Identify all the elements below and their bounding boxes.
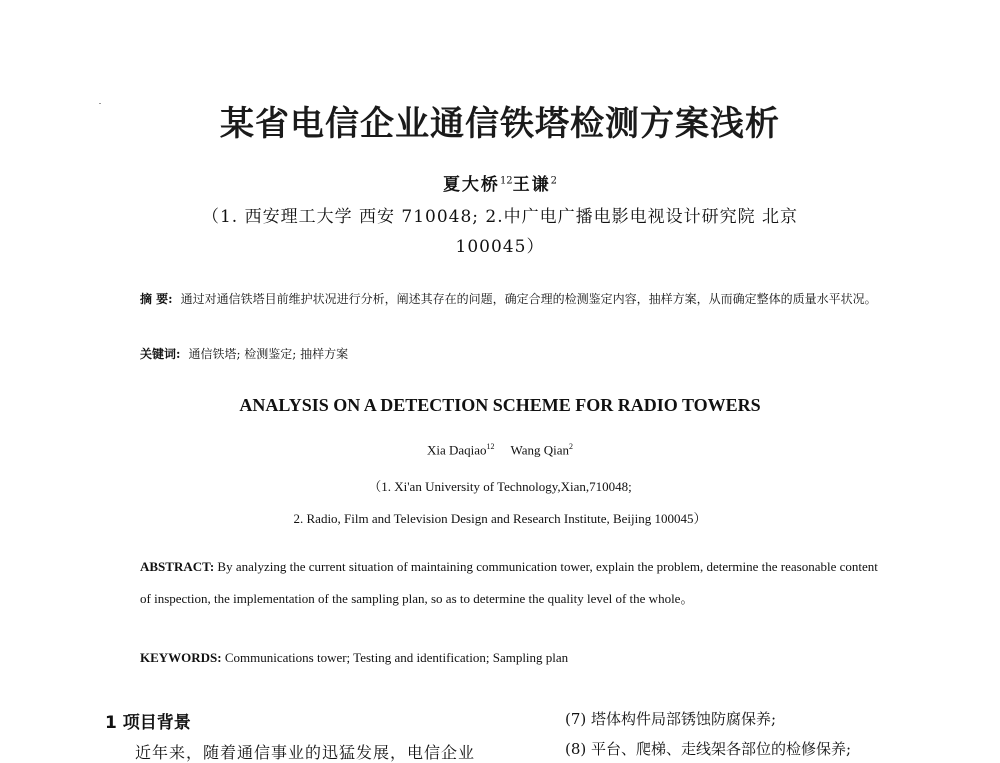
abstract-en	[140, 551, 885, 615]
abstract-label-cn: 摘 要:	[140, 292, 173, 306]
paper-title-cn: 某省电信企业通信铁塔检测方案浅析	[220, 104, 780, 144]
author-name: 王谦	[512, 175, 551, 195]
abstract-label-en: ABSTRACT:	[140, 559, 215, 574]
author-name: 夏大桥	[442, 175, 500, 195]
affiliation-en-line1: （1. Xi'an University of Technology,Xian,710048;	[368, 479, 632, 494]
abstract-text-cn: 通过对通信铁塔目前维护状况进行分析，阐述其存在的问题，确定合理的检测鉴定内容，抽样方案，从而确定整体的质量水平状况。	[180, 292, 877, 306]
abstract-text-en: By analyzing the current situation of maintaining communication tower, explain the problem, determine the reasonable content of inspection, the implementation of the sampling plan, so as to determine the quality level of the whole。	[140, 559, 878, 606]
author-name: Xia Daqiao	[426, 442, 487, 458]
list-item: (8) 平台、爬梯、走线架各部位的检修保养;	[565, 740, 852, 758]
authors-cn	[0, 170, 1000, 195]
keywords-text-en: Communications tower; Testing and identification; Sampling plan	[224, 650, 569, 665]
author-superscript: 12	[499, 175, 513, 187]
keywords-label-cn: 关键词:	[140, 347, 181, 361]
list-item: (7) 塔体构件局部锈蚀防腐保养;	[565, 710, 777, 728]
affiliation-en-line2: 2. Radio, Film and Television Design and Research Institute, Beijing 100045）	[293, 511, 707, 526]
authors-en	[0, 442, 1000, 458]
author-name: Wang Qian	[510, 442, 570, 458]
author-superscript: 12	[486, 442, 495, 451]
keywords-cn	[140, 344, 880, 364]
body-text-line: 近年来，随着通信事业的迅猛发展，电信企业	[135, 743, 476, 762]
affiliation-cn: （1. 西安理工大学 西安 710048; 2.中广电广播电影电视设计研究院 北京 100045）	[201, 207, 799, 257]
keywords-en	[140, 648, 885, 668]
section-heading: 1 项目背景	[105, 713, 191, 733]
paper-title-en: ANALYSIS ON A DETECTION SCHEME FOR RADIO TOWERS	[239, 395, 761, 415]
abstract-cn	[140, 285, 880, 314]
author-superscript: 2	[550, 175, 558, 187]
keywords-text-cn: 通信铁塔; 检测鉴定; 抽样方案	[188, 347, 349, 361]
keywords-label-en: KEYWORDS:	[140, 650, 222, 665]
author-superscript: 2	[569, 442, 574, 451]
